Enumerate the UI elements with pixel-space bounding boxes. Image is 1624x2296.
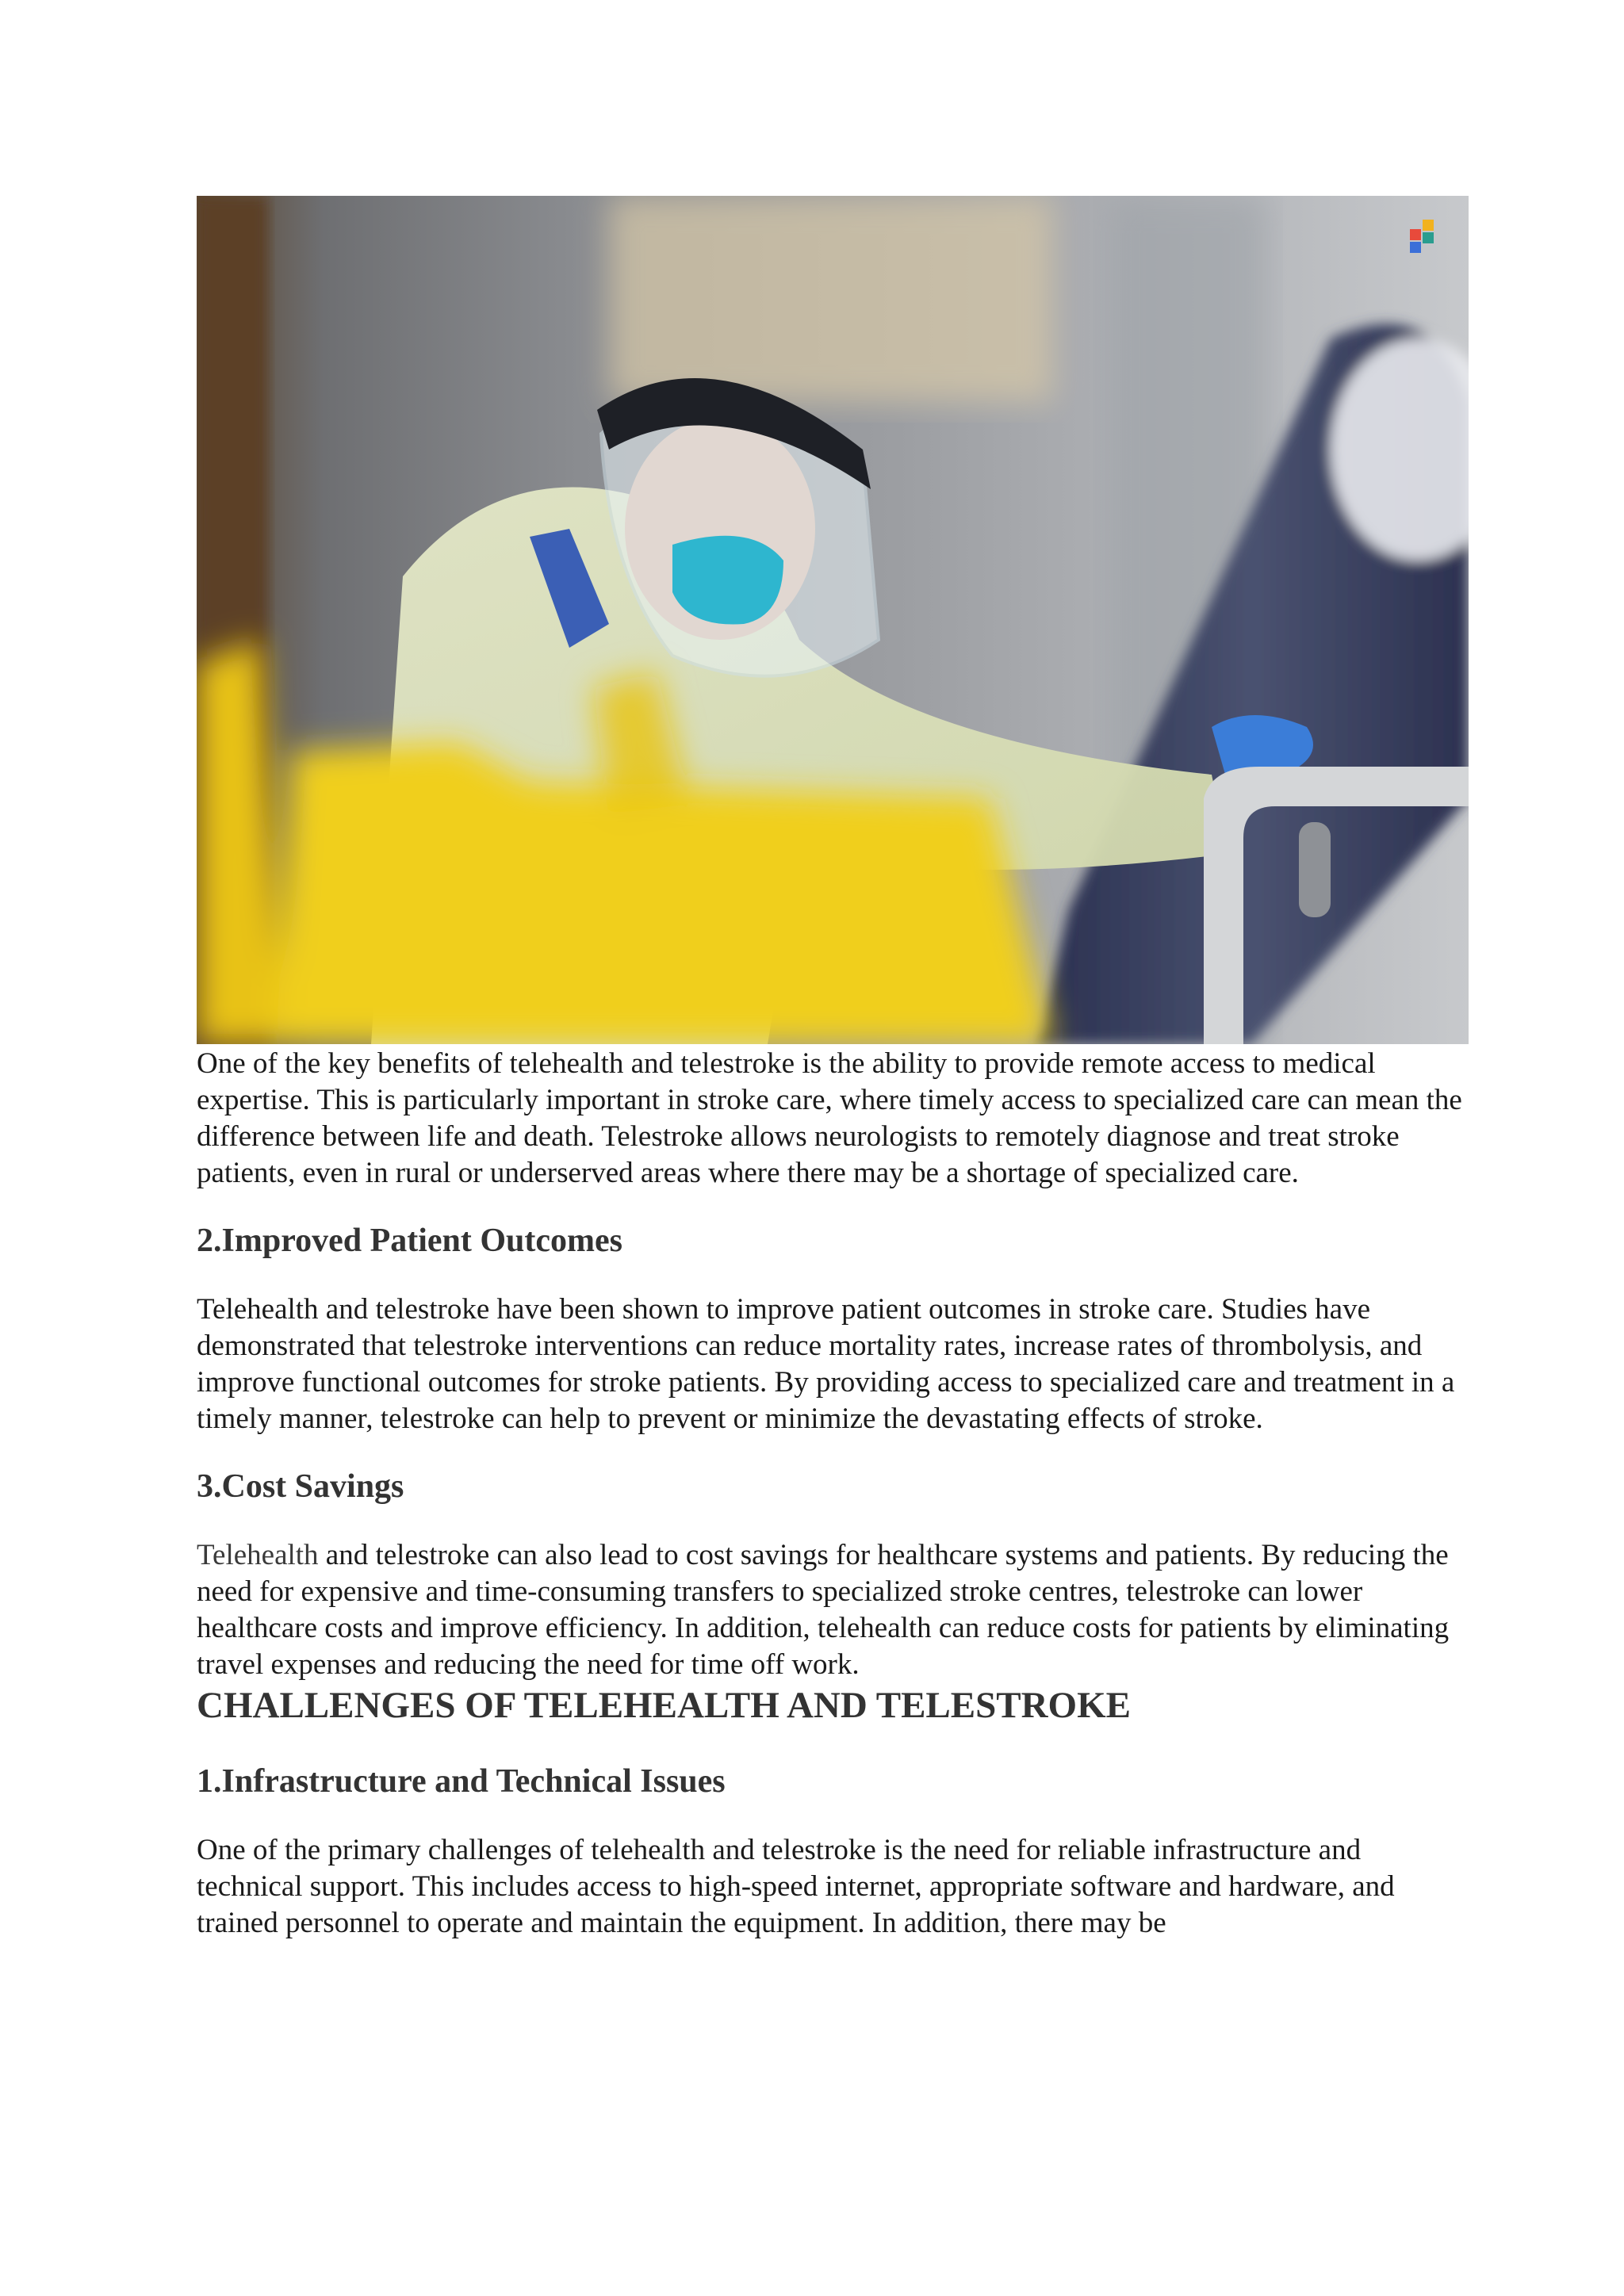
challenges-heading: CHALLENGES OF TELEHEALTH AND TELESTROKE: [197, 1685, 1132, 1726]
section-heading-improved-outcomes: 2.Improved Patient Outcomes: [197, 1223, 622, 1259]
section-heading-infrastructure: 1.Infrastructure and Technical Issues: [197, 1763, 726, 1800]
article-photo: [197, 196, 1469, 1044]
cost-savings-paragraph: [197, 1537, 1469, 1683]
document-page: [197, 196, 1469, 1942]
improved-outcomes-paragraph: Telehealth and telestroke have been shown to improve patient outcomes in stroke care. Studies have demonstrated that telestroke interventions can reduce mortality rates, increase rates of thrombolysis, and improve functional outcomes for stroke patients. By providing access to specialized care and treatment in a timely manner, telestroke can help to prevent or minimize the devastating effects of stroke.: [197, 1293, 1455, 1435]
infrastructure-paragraph: One of the primary challenges of telehealth and telestroke is the need for reliable infrastructure and technical support. This includes access to high-speed internet, appropriate software and hardware, and trained personnel to operate and maintain the equipment. In addition, there may be: [197, 1834, 1395, 1939]
benefit-remote-access-paragraph: One of the key benefits of telehealth and telestroke is the ability to provide remote access to medical expertise. This is particularly important in stroke care, where timely access to specialized care can mean the difference between life and death. Telestroke allows neurologists to remotely diagnose and treat stroke patients, even in rural or underserved areas where there may be a shortage of specialized care.: [197, 1047, 1462, 1189]
health-worker-illustration: [197, 196, 1469, 1044]
cost-savings-text: and telestroke can also lead to cost savings for healthcare systems and patients. By reducing the need for expensive and time-consuming transfers to specialized stroke centres, telestroke can lower healthcare costs and improve efficiency. In addition, telehealth can reduce costs for patients by eliminating travel expenses and reducing the need for time off work.: [197, 1539, 1450, 1681]
section-heading-cost-savings: 3.Cost Savings: [197, 1468, 404, 1505]
telehealth-link[interactable]: Telehealth: [197, 1539, 319, 1571]
four-color-logo-icon: [1410, 220, 1434, 253]
